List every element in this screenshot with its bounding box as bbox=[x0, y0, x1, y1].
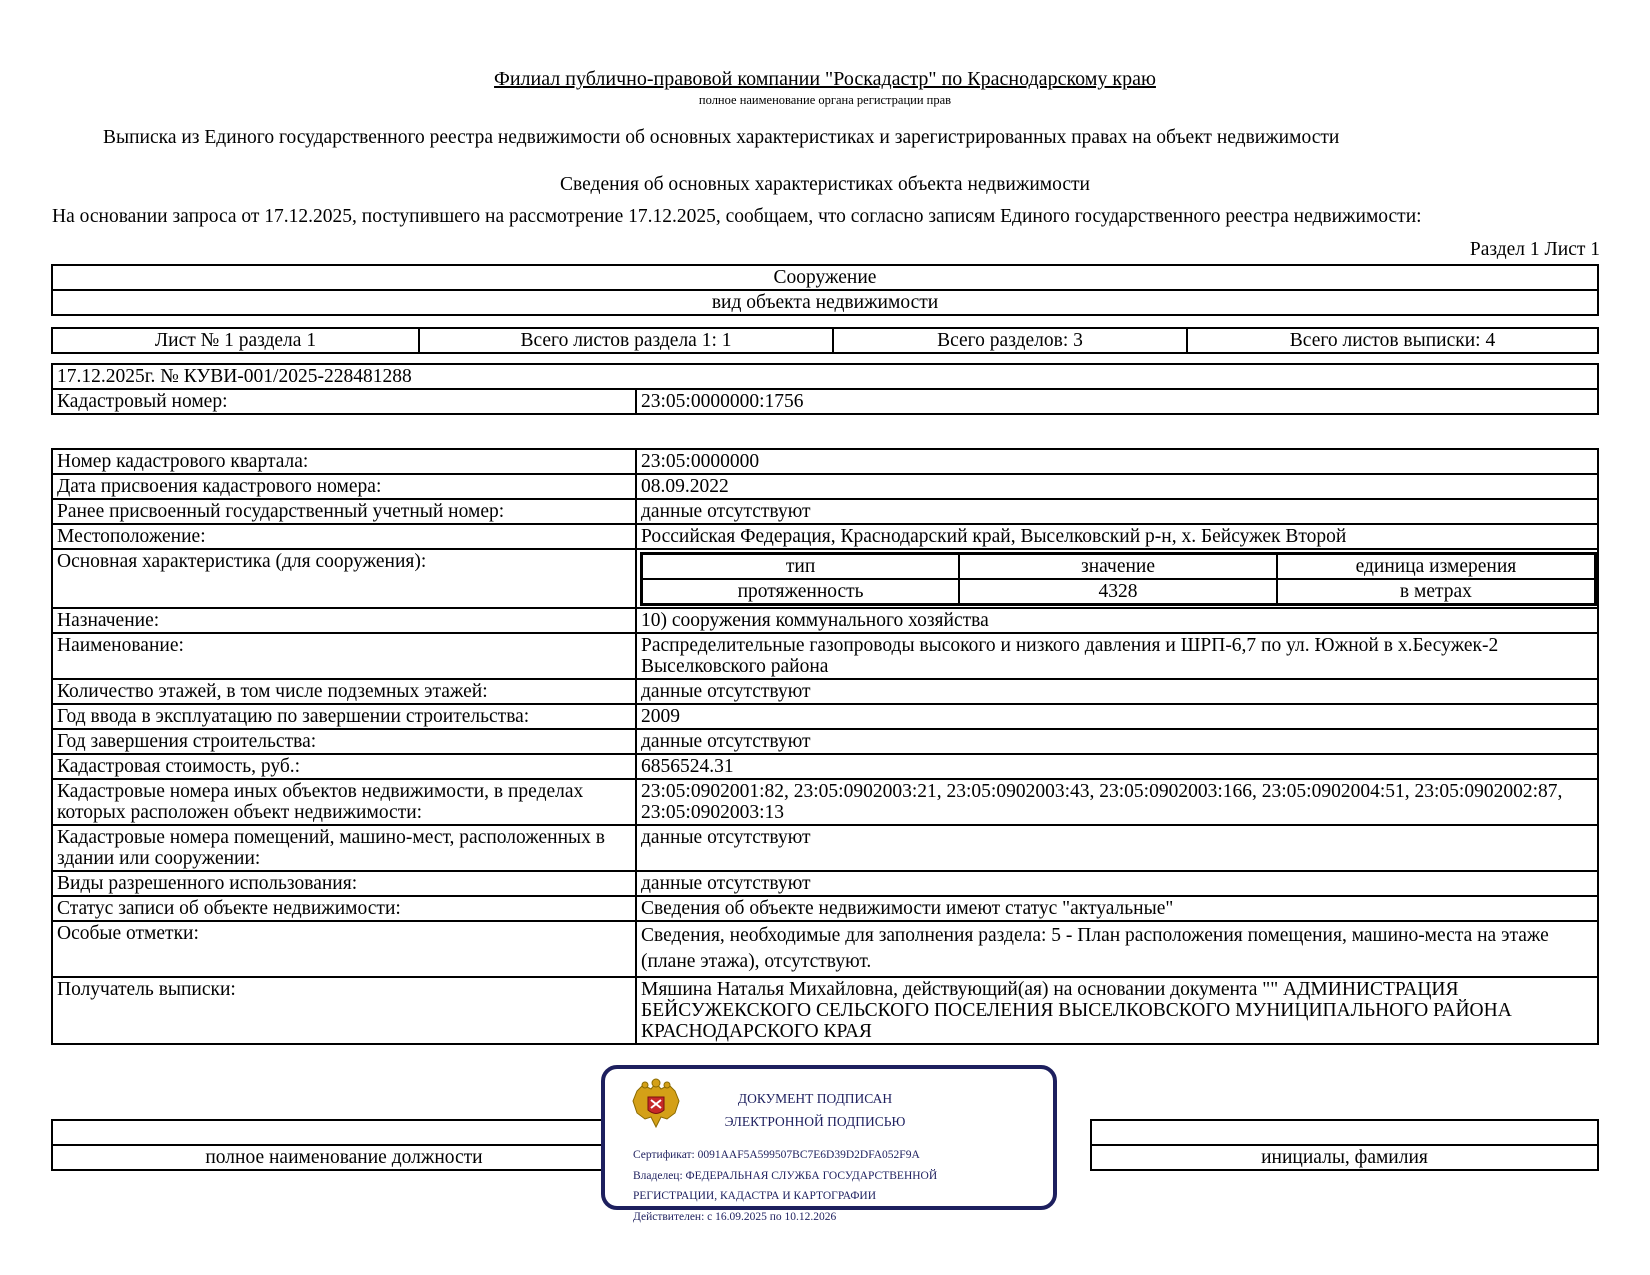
organization-caption: полное наименование органа регистрации прав bbox=[698, 93, 952, 107]
table-row bbox=[52, 896, 1598, 921]
document-title: Выписка из Единого государственного реестра недвижимости об основных характеристиках и зарегистрированных правах на объект недвижимости bbox=[103, 127, 1340, 148]
row-value: данные отсутствуют bbox=[636, 871, 1598, 896]
table-row bbox=[52, 549, 1598, 608]
row-value: Сведения, необходимые для заполнения раздела: 5 - План расположения помещения, машино-места на этаже (плане этажа), отсутствуют. bbox=[636, 921, 1598, 977]
row-label: Особые отметки: bbox=[52, 921, 636, 977]
row-value: данные отсутствуют bbox=[636, 499, 1598, 524]
characteristic-header-value: значение bbox=[959, 554, 1277, 580]
stamp-owner-line1: Владелец: ФЕДЕРАЛЬНАЯ СЛУЖБА ГОСУДАРСТВЕННОЙ bbox=[633, 1169, 938, 1182]
table-row bbox=[52, 754, 1598, 779]
characteristic-header-unit: единица измерения bbox=[1277, 554, 1596, 580]
row-label: Кадастровые номера помещений, машино-мест, расположенных в здании или сооружении: bbox=[52, 825, 636, 871]
table-row bbox=[52, 474, 1598, 499]
row-label: Основная характеристика (для сооружения): bbox=[52, 549, 636, 608]
cadastral-number-value: 23:05:0000000:1756 bbox=[636, 389, 1598, 414]
table-row bbox=[52, 499, 1598, 524]
characteristic-unit: в метрах bbox=[1277, 579, 1596, 605]
name-field bbox=[1091, 1120, 1598, 1145]
row-label: Местоположение: bbox=[52, 524, 636, 549]
row-label: Количество этажей, в том числе подземных этажей: bbox=[52, 679, 636, 704]
row-label: Номер кадастрового квартала: bbox=[52, 449, 636, 474]
stamp-title-line2: ЭЛЕКТРОННОЙ ПОДПИСЬЮ bbox=[724, 1114, 906, 1129]
coat-of-arms-icon bbox=[631, 1077, 681, 1131]
position-field bbox=[52, 1120, 636, 1145]
row-value: Сведения об объекте недвижимости имеют статус "актуальные" bbox=[636, 896, 1598, 921]
row-label: Виды разрешенного использования: bbox=[52, 871, 636, 896]
electronic-signature-stamp bbox=[601, 1065, 1057, 1223]
table-row bbox=[52, 679, 1598, 704]
stamp-certificate: Сертификат: 0091AAF5A599507BC7E6D39D2DFA052F9A bbox=[633, 1149, 920, 1161]
total-sheets: Всего листов выписки: 4 bbox=[1187, 328, 1598, 353]
row-label: Наименование: bbox=[52, 633, 636, 679]
cadastral-number-label: Кадастровый номер: bbox=[52, 389, 636, 414]
table-row bbox=[52, 977, 1598, 1044]
row-value: 08.09.2022 bbox=[636, 474, 1598, 499]
table-row bbox=[52, 729, 1598, 754]
row-label: Получатель выписки: bbox=[52, 977, 636, 1044]
stamp-owner-line2: РЕГИСТРАЦИИ, КАДАСТРА И КАРТОГРАФИИ bbox=[633, 1190, 877, 1202]
organization-title: Филиал публично-правовой компании "Роскадастр" по Краснодарскому краю bbox=[494, 68, 1156, 90]
section-title: Сведения об основных характеристиках объекта недвижимости bbox=[560, 174, 1090, 195]
table-row bbox=[52, 449, 1598, 474]
sheets-table bbox=[51, 327, 1599, 354]
stamp-validity: Действителен: с 16.09.2025 по 10.12.2026 bbox=[633, 1210, 837, 1223]
sheet-number: Лист № 1 раздела 1 bbox=[52, 328, 419, 353]
request-text: На основании запроса от 17.12.2025, поступившего на рассмотрение 17.12.2025, сообщаем, что согласно записям Единого государственного реестра недвижимости: bbox=[52, 206, 1422, 227]
row-value: 6856524.31 bbox=[636, 754, 1598, 779]
row-label: Кадастровая стоимость, руб.: bbox=[52, 754, 636, 779]
object-type-table bbox=[51, 264, 1599, 316]
row-label: Ранее присвоенный государственный учетный номер: bbox=[52, 499, 636, 524]
row-value: данные отсутствуют bbox=[636, 729, 1598, 754]
row-label: Год ввода в эксплуатацию по завершении строительства: bbox=[52, 704, 636, 729]
sheet-label: Раздел 1 Лист 1 bbox=[1469, 239, 1600, 260]
position-caption: полное наименование должности bbox=[52, 1145, 636, 1170]
table-row bbox=[52, 921, 1598, 977]
characteristic-header-type: тип bbox=[642, 554, 960, 580]
row-value: Российская Федерация, Краснодарский край, Выселковский р-н, х. Бейсужек Второй bbox=[636, 524, 1598, 549]
registration-table bbox=[51, 363, 1599, 415]
row-label: Кадастровые номера иных объектов недвижимости, в пределах которых расположен объект недвижимости: bbox=[52, 779, 636, 825]
row-value: данные отсутствуют bbox=[636, 679, 1598, 704]
table-row bbox=[52, 779, 1598, 825]
table-row bbox=[52, 608, 1598, 633]
total-sections: Всего разделов: 3 bbox=[833, 328, 1187, 353]
registration-number: 17.12.2025г. № КУВИ-001/2025-228481288 bbox=[52, 364, 1598, 389]
row-value: данные отсутствуют bbox=[636, 825, 1598, 871]
row-value: 10) сооружения коммунального хозяйства bbox=[636, 608, 1598, 633]
table-row bbox=[52, 524, 1598, 549]
row-label: Назначение: bbox=[52, 608, 636, 633]
section-sheets-count: Всего листов раздела 1: 1 bbox=[419, 328, 833, 353]
stamp-title-line1: ДОКУМЕНТ ПОДПИСАН bbox=[737, 1091, 893, 1106]
row-value: 23:05:0902001:82, 23:05:0902003:21, 23:05:0902003:43, 23:05:0902003:166, 23:05:0902004:51, 23:05:0902002:87, 23:05:0902003:13 bbox=[636, 779, 1598, 825]
row-value: 23:05:0000000 bbox=[636, 449, 1598, 474]
table-row bbox=[52, 704, 1598, 729]
row-label: Год завершения строительства: bbox=[52, 729, 636, 754]
row-label: Дата присвоения кадастрового номера: bbox=[52, 474, 636, 499]
object-type-value: Сооружение bbox=[52, 265, 1598, 290]
table-row bbox=[52, 633, 1598, 679]
name-caption: инициалы, фамилия bbox=[1091, 1145, 1598, 1170]
row-value: Мяшина Наталья Михайловна, действующий(ая) на основании документа "" АДМИНИСТРАЦИЯ БЕЙСУЖЕКСКОГО СЕЛЬСКОГО ПОСЕЛЕНИЯ ВЫСЕЛКОВСКОГО МУНИЦИПАЛЬНОГО РАЙОНА КРАСНОДАРСКОГО КРАЯ bbox=[636, 977, 1598, 1044]
characteristics-table bbox=[51, 448, 1599, 1045]
object-type-caption: вид объекта недвижимости bbox=[52, 290, 1598, 315]
row-value: 2009 bbox=[636, 704, 1598, 729]
row-value: Распределительные газопроводы высокого и низкого давления и ШРП-6,7 по ул. Южной в х.Бесужек-2 Выселковского района bbox=[636, 633, 1598, 679]
characteristic-type: протяженность bbox=[642, 579, 960, 605]
table-row bbox=[52, 825, 1598, 871]
table-row bbox=[52, 871, 1598, 896]
main-characteristic-table bbox=[640, 552, 1597, 606]
row-label: Статус записи об объекте недвижимости: bbox=[52, 896, 636, 921]
main-characteristic-cell bbox=[636, 549, 1598, 608]
characteristic-value: 4328 bbox=[959, 579, 1277, 605]
